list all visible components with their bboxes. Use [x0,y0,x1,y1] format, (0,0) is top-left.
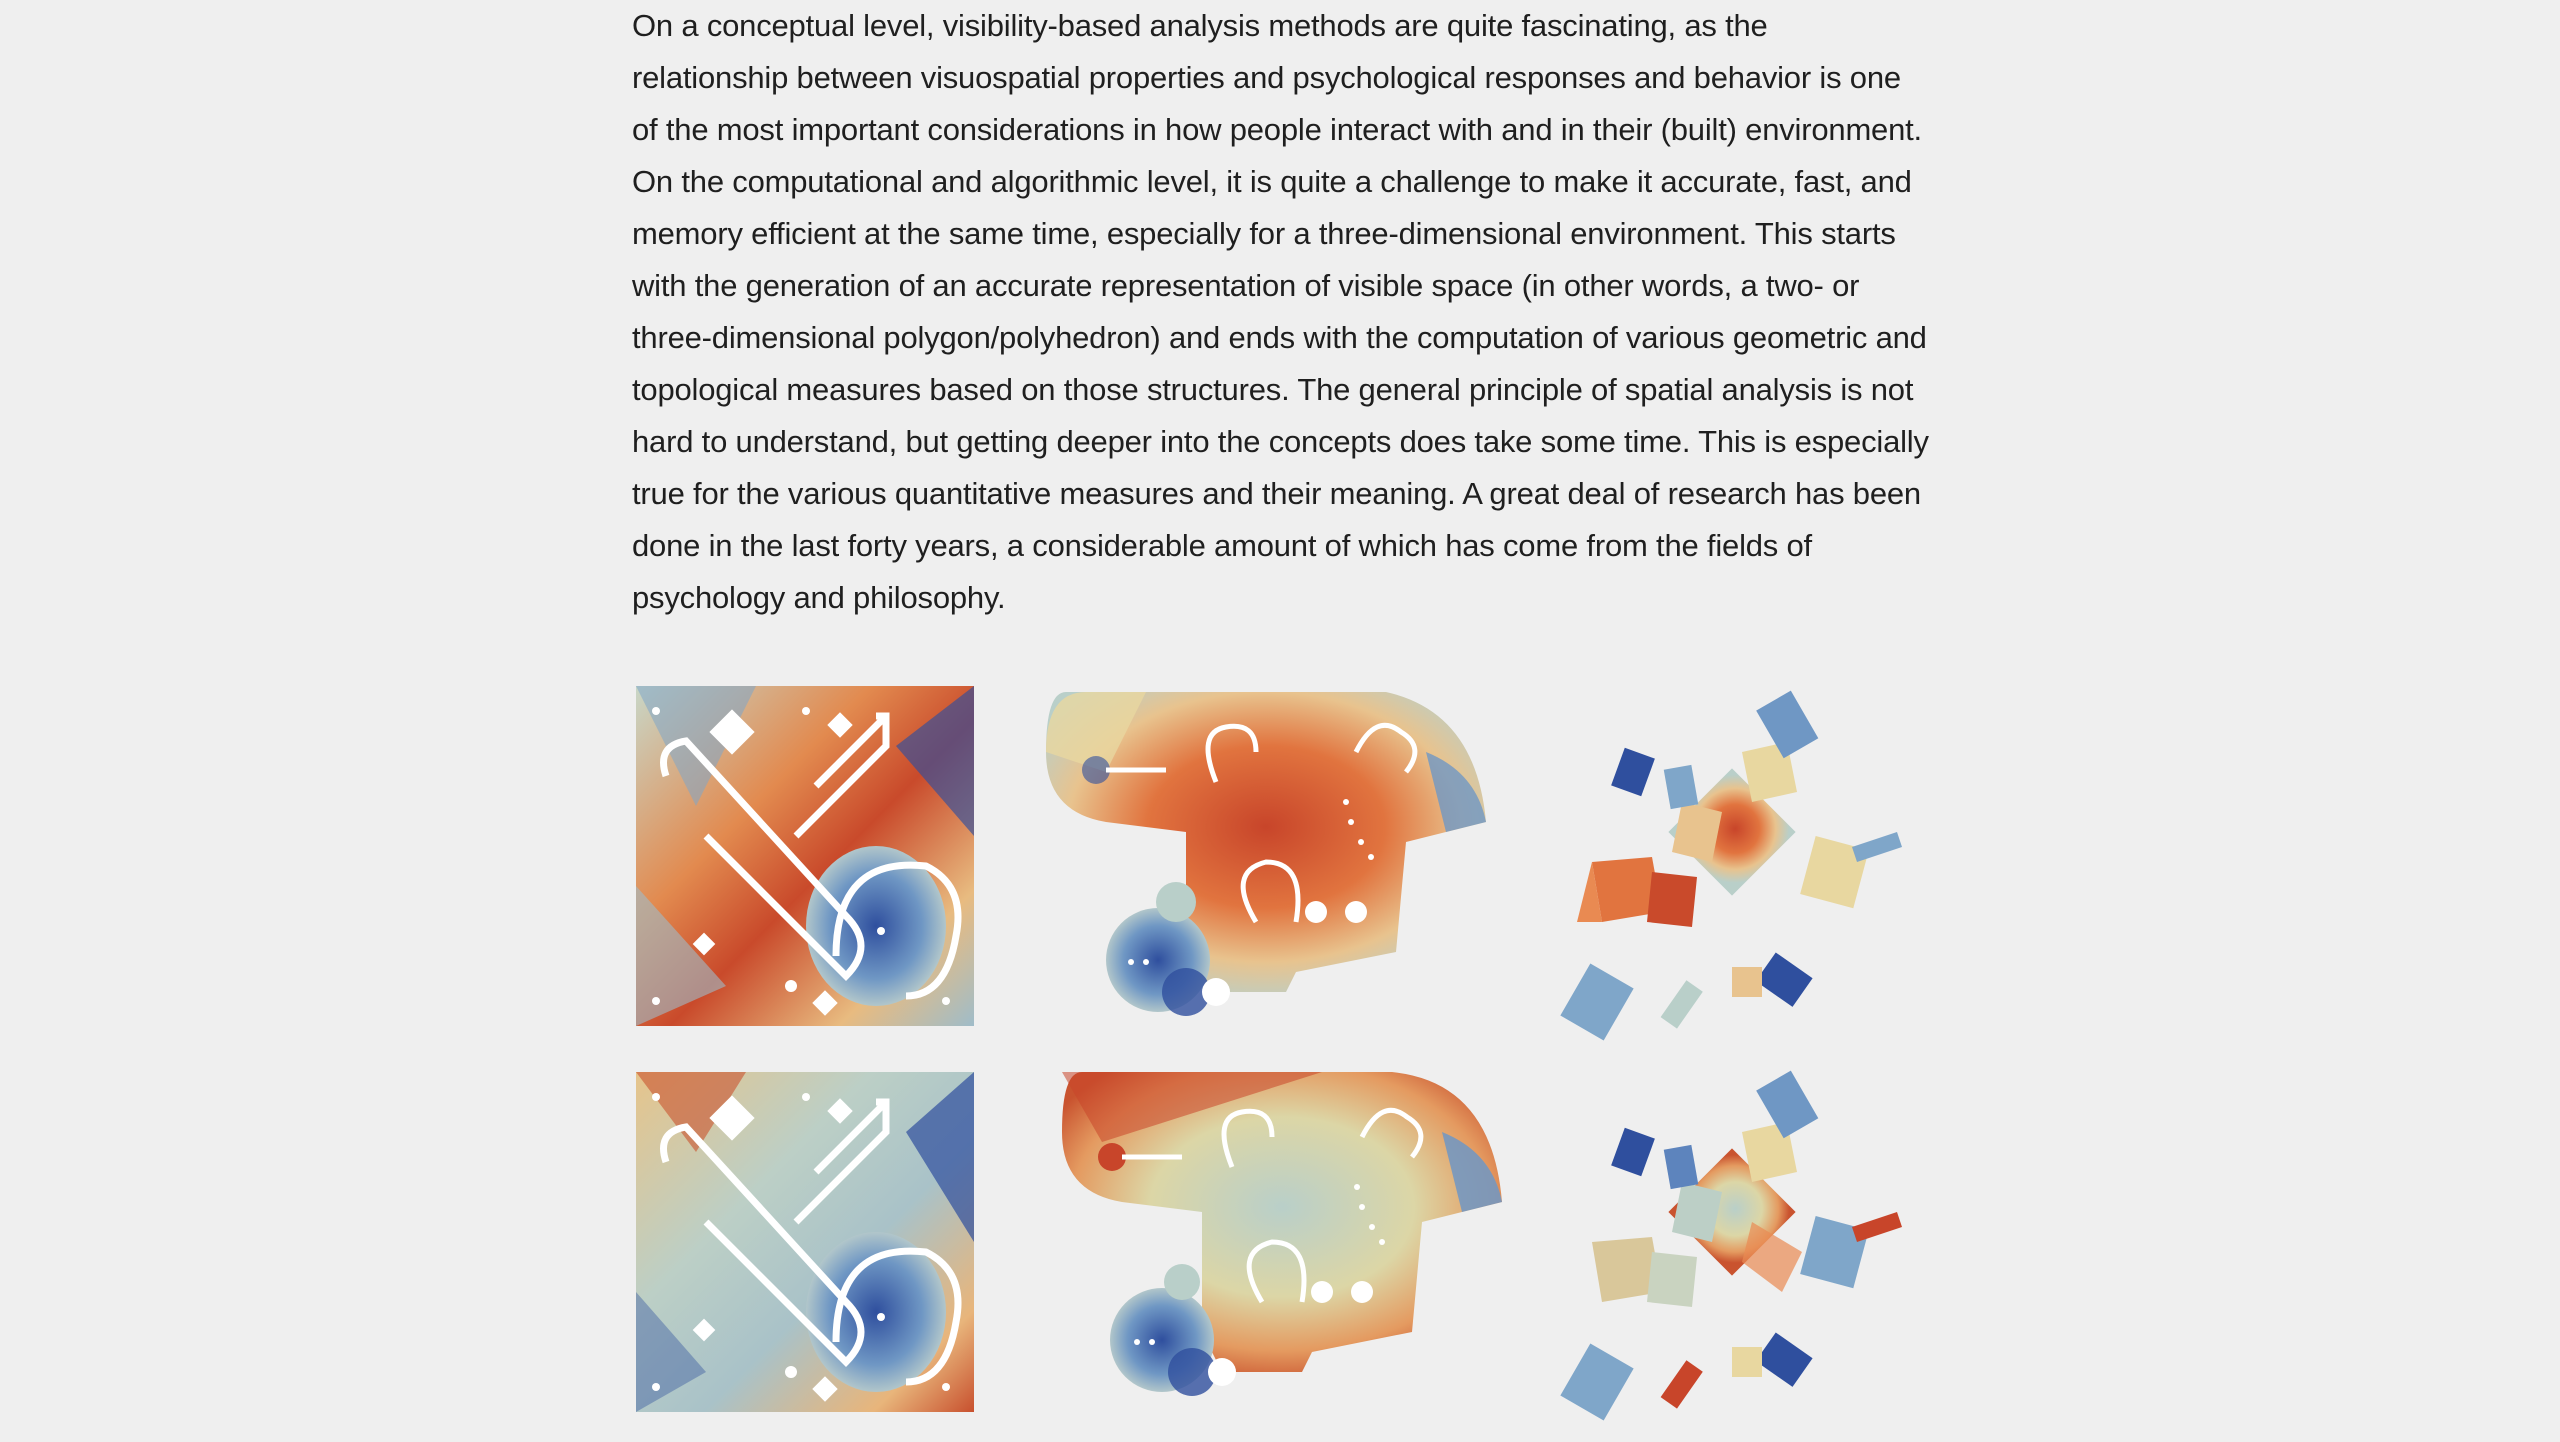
article-body [632,0,1932,624]
visibility-analysis-figure [632,672,1932,1442]
plan-rotated-bottom [1552,1052,1932,1432]
article-paragraph: On a conceptual level, visibility-based analysis methods are quite fascinating, as the relationship between visuospatial properties and psychological responses and behavior is one of the most important considerations in how people interact with and in their (built) environment. On the computational and algorithmic level, it is quite a challenge to make it accurate, fast, and memory efficient at the same time, especially for a three-dimensional environment. This starts with the generation of an accurate representation of visible space (in other words, a two- or three-dimensional polygon/polyhedron) and ends with the computation of various geometric and topological measures based on those structures. The general principle of spatial analysis is not hard to understand, but getting deeper into the concepts does take some time. This is especially true for the various quantitative measures and their meaning. A great deal of research has been done in the last forty years, a considerable amount of which has come from the fields of psychology and philosophy. [632,8,1929,615]
plan-curved-bottom [1062,1072,1502,1412]
plan-square-top [636,686,974,1026]
plan-curved-top [1046,692,1486,1032]
plan-rotated-top [1552,672,1932,1052]
plan-square-bottom [636,1072,974,1412]
